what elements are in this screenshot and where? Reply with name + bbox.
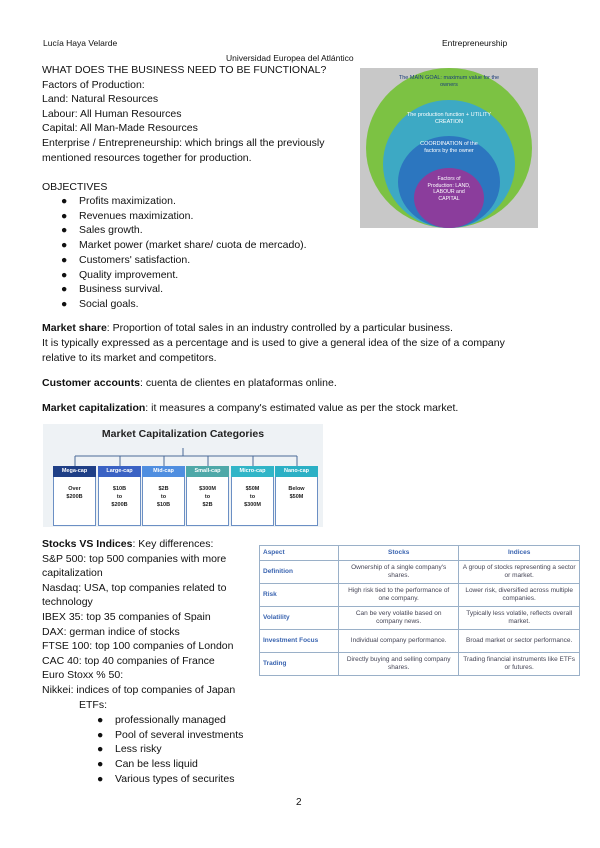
list-item: ● Less risky	[97, 743, 162, 756]
intro-line: Factors of Production:	[42, 78, 145, 91]
table-cell: Lower risk, diversified across multiple companies.	[459, 584, 580, 607]
table-cell: High risk tied to the performance of one company.	[339, 584, 459, 607]
index-line: S&P 500: top 500 companies with more	[42, 552, 227, 565]
stocks-vs-indices-table	[259, 545, 580, 676]
category-label: Mid-cap	[142, 466, 185, 477]
list-item: ● Market power (market share/ cuota de mercado).	[61, 239, 307, 252]
intro-line: Labour: All Human Resources	[42, 107, 182, 120]
table-cell: Directly buying and selling company shares.	[339, 653, 459, 676]
range-text: Over	[68, 486, 81, 492]
range-text: to	[249, 494, 256, 500]
table-row	[260, 561, 580, 584]
aspect-cell: Risk	[260, 584, 339, 607]
production-goal-diagram	[360, 68, 538, 228]
author-name: Lucía Haya Velarde	[43, 38, 118, 48]
aspect-cell: Trading	[260, 653, 339, 676]
range-text: to	[116, 494, 123, 500]
factors-circle	[414, 168, 484, 228]
list-item: ● Business survival.	[61, 283, 164, 296]
figure-title: Market Capitalization Categories	[101, 428, 265, 440]
table-header-row	[260, 546, 580, 561]
market-cap-category	[275, 466, 318, 546]
range-text: $200B	[111, 502, 128, 508]
stocks-heading: Stocks VS Indices: Key differences:	[42, 538, 214, 550]
customer-accounts-definition: Customer accounts: cuenta de clientes en plataformas online.	[42, 377, 337, 389]
objectives-list	[61, 194, 307, 312]
coordination-label: COORDINATION of the factors by the owner	[420, 141, 478, 154]
category-range	[275, 477, 318, 526]
range-text: $200B	[66, 494, 83, 500]
intro-line: Capital: All Man-Made Resources	[42, 122, 198, 135]
table-cell: Can be very volatile based on company news.	[339, 607, 459, 630]
market-cap-category	[142, 466, 185, 546]
range-text: to	[204, 494, 211, 500]
index-line: Nikkei: indices of top companies of Japan	[42, 683, 236, 696]
etf-list	[97, 713, 244, 787]
list-item: ● Pool of several investments	[97, 728, 244, 741]
market-share-text: relative to its market and competitors.	[42, 352, 217, 364]
intro-line: mentioned resources together for production.	[42, 151, 252, 164]
range-text: $2B	[202, 502, 213, 508]
index-line: FTSE 100: top 100 companies of London	[42, 640, 234, 653]
table-row	[260, 607, 580, 630]
index-line: capitalization	[42, 567, 103, 580]
category-label: Micro-cap	[231, 466, 274, 477]
list-item: ● Social goals.	[61, 297, 139, 310]
category-range	[186, 477, 229, 526]
list-item: ● Can be less liquid	[97, 758, 198, 771]
index-line: IBEX 35: top 35 companies of Spain	[42, 610, 211, 623]
list-item: ● Customers' satisfaction.	[61, 253, 191, 266]
factors-label: Factors of Production: LAND, LABOUR and CAPITAL	[427, 176, 471, 202]
index-line: Euro Stoxx % 50:	[42, 669, 124, 682]
range-text: $10B	[112, 486, 127, 492]
column-header: Aspect	[260, 546, 339, 561]
category-range	[53, 477, 96, 526]
list-item: ● Sales growth.	[61, 224, 143, 237]
market-share-text: It is typically expressed as a percentage and is used to give a general idea of the size of a company	[42, 337, 505, 349]
category-label: Mega-cap	[53, 466, 96, 477]
category-range	[98, 477, 141, 526]
connector-lines	[43, 442, 323, 466]
market-share-definition: Market share: Proportion of total sales in an industry controlled by a particular business.	[42, 322, 453, 334]
index-line: DAX: german indice of stocks	[42, 625, 180, 638]
aspect-cell: Volatility	[260, 607, 339, 630]
range-text: to	[160, 494, 167, 500]
list-item: ● Quality improvement.	[61, 268, 179, 281]
intro-heading: WHAT DOES THE BUSINESS NEED TO BE FUNCTIONAL?	[42, 64, 327, 76]
market-cap-category	[53, 466, 96, 546]
range-text: $10B	[156, 502, 171, 508]
aspect-cell: Investment Focus	[260, 630, 339, 653]
category-range	[231, 477, 274, 526]
intro-line: Enterprise / Entrepreneurship: which brings all the previously	[42, 136, 325, 149]
range-text: Below	[288, 486, 305, 492]
column-header: Indices	[459, 546, 580, 561]
subject-name: Entrepreneurship	[442, 38, 508, 48]
list-item: ● professionally managed	[97, 714, 226, 726]
intro-block	[42, 63, 326, 165]
category-label: Small-cap	[186, 466, 229, 477]
etfs-heading: ETFs:	[79, 698, 107, 711]
list-item: ● Profits maximization.	[61, 195, 176, 207]
category-label: Large-cap	[98, 466, 141, 477]
table-cell: Ownership of a single company's shares.	[339, 561, 459, 584]
table-row	[260, 630, 580, 653]
intro-line: Land: Natural Resources	[42, 93, 159, 106]
table-row	[260, 653, 580, 676]
table-cell: Trading financial instruments like ETFs or futures.	[459, 653, 580, 676]
list-item: ● Various types of securites	[97, 772, 235, 785]
table-cell: Broad market or sector performance.	[459, 630, 580, 653]
market-cap-category	[186, 466, 229, 546]
market-cap-category	[98, 466, 141, 546]
market-cap-definition: Market capitalization: it measures a company's estimated value as per the stock market.	[42, 402, 459, 414]
table-cell: Typically less volatile, reflects overall market.	[459, 607, 580, 630]
range-text: $300M	[244, 502, 261, 508]
table-cell: A group of stocks representing a sector or market.	[459, 561, 580, 584]
index-line: CAC 40: top 40 companies of France	[42, 654, 215, 667]
objectives-title: OBJECTIVES	[42, 181, 108, 193]
range-text: $2B	[158, 486, 169, 492]
range-text: $300M	[199, 486, 216, 492]
stocks-section	[42, 537, 252, 712]
market-cap-categories-figure	[43, 424, 323, 527]
range-text: $50M	[245, 486, 260, 492]
list-item: ● Revenues maximization.	[61, 209, 194, 222]
table-row	[260, 584, 580, 607]
index-line: technology	[42, 596, 93, 609]
index-line: Nasdaq: USA, top companies related to	[42, 581, 227, 594]
table-cell: Individual company performance.	[339, 630, 459, 653]
goal-label: The MAIN GOAL: maximum value for the owners	[398, 75, 500, 88]
function-label: The production function + UTILITY CREATION	[406, 112, 492, 125]
market-cap-category	[231, 466, 274, 546]
page-number: 2	[296, 797, 302, 808]
column-header: Stocks	[339, 546, 459, 561]
range-text: $50M	[289, 494, 304, 500]
aspect-cell: Definition	[260, 561, 339, 584]
category-label: Nano-cap	[275, 466, 318, 477]
university-name: Universidad Europea del Atlántico	[226, 53, 354, 63]
category-range	[142, 477, 185, 526]
